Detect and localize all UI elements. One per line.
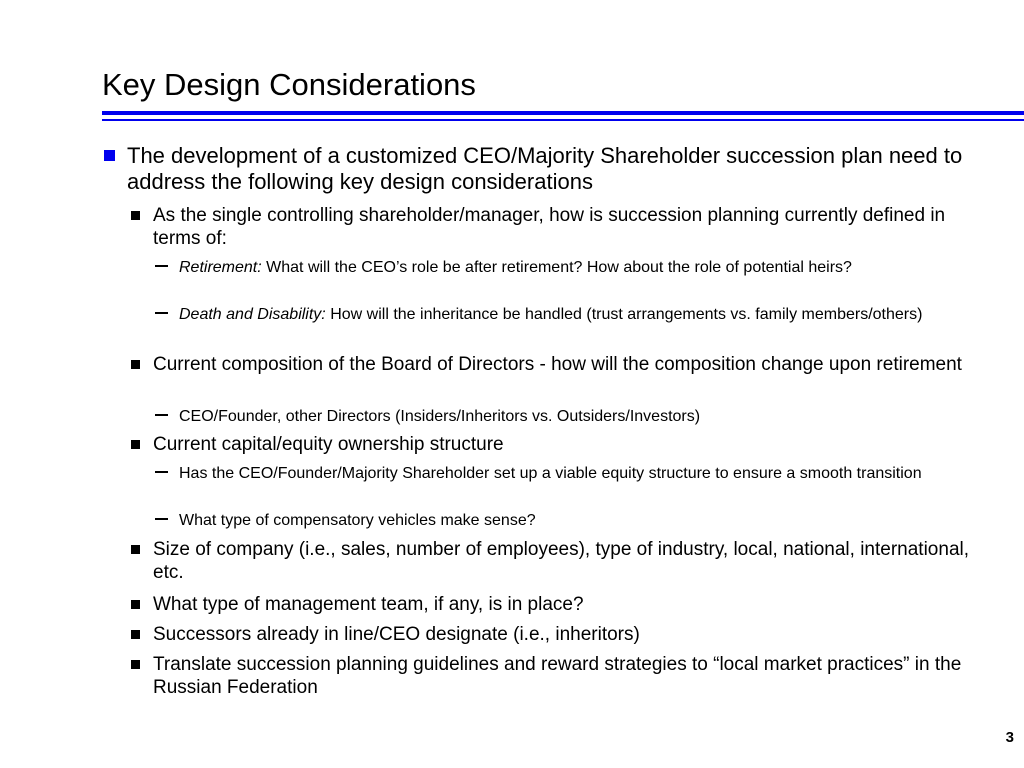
page-number: 3 bbox=[1005, 729, 1014, 746]
bullet-text: How will the inheritance be handled (trust arrangements vs. family members/others) bbox=[330, 306, 923, 323]
square-bullet-icon bbox=[131, 600, 140, 609]
bullet-item-8 bbox=[155, 463, 980, 484]
bullet-item-3 bbox=[155, 257, 980, 278]
bullet-text: What type of management team, if any, is in place? bbox=[153, 594, 584, 615]
bullet-text: Current composition of the Board of Directors - how will the composition change upon retirement bbox=[153, 354, 962, 375]
bullet-item-10 bbox=[131, 538, 981, 584]
bullet-item-11 bbox=[131, 593, 981, 616]
bullet-item-5 bbox=[131, 353, 981, 376]
bullet-item-7 bbox=[131, 433, 981, 456]
bullet-item-12 bbox=[131, 623, 981, 646]
slide-title: Key Design Considerations bbox=[102, 67, 476, 102]
blue-square-bullet-icon bbox=[104, 150, 115, 161]
bullet-text: Has the CEO/Founder/Majority Shareholder set up a viable equity structure to ensure a smooth transition bbox=[179, 465, 922, 482]
dash-bullet-icon bbox=[155, 265, 168, 267]
dash-bullet-icon bbox=[155, 471, 168, 473]
bullet-label: Death and Disability: bbox=[179, 306, 326, 323]
square-bullet-icon bbox=[131, 440, 140, 449]
square-bullet-icon bbox=[131, 211, 140, 220]
bullet-item-9 bbox=[155, 510, 980, 531]
bullet-text: As the single controlling shareholder/manager, how is succession planning currently defined in terms of: bbox=[153, 205, 946, 249]
bullet-text: CEO/Founder, other Directors (Insiders/Inheritors vs. Outsiders/Investors) bbox=[179, 408, 701, 425]
bullet-item-6 bbox=[155, 406, 980, 427]
bullet-text: What will the CEO’s role be after retirement? How about the role of potential heirs? bbox=[266, 259, 852, 276]
bullet-text: Current capital/equity ownership structure bbox=[153, 434, 504, 455]
bullet-item-4 bbox=[155, 304, 980, 325]
title-underline-thin bbox=[102, 119, 1024, 121]
square-bullet-icon bbox=[131, 660, 140, 669]
bullet-item-1 bbox=[104, 143, 984, 195]
bullet-text: Size of company (i.e., sales, number of employees), type of industry, local, national, international, etc. bbox=[153, 539, 970, 583]
dash-bullet-icon bbox=[155, 518, 168, 520]
bullet-item-13 bbox=[131, 653, 981, 699]
bullet-label: Retirement: bbox=[179, 259, 262, 276]
bullet-text: What type of compensatory vehicles make sense? bbox=[179, 512, 536, 529]
bullet-text: The development of a customized CEO/Majority Shareholder succession plan need to address the following key design considerations bbox=[127, 143, 963, 194]
square-bullet-icon bbox=[131, 630, 140, 639]
bullet-text: Translate succession planning guidelines and reward strategies to “local market practices” in the Russian Federation bbox=[153, 654, 962, 698]
dash-bullet-icon bbox=[155, 414, 168, 416]
square-bullet-icon bbox=[131, 360, 140, 369]
bullet-text: Successors already in line/CEO designate (i.e., inheritors) bbox=[153, 624, 640, 645]
bullet-item-2 bbox=[131, 204, 981, 250]
title-underline-thick bbox=[102, 111, 1024, 115]
dash-bullet-icon bbox=[155, 312, 168, 314]
square-bullet-icon bbox=[131, 545, 140, 554]
